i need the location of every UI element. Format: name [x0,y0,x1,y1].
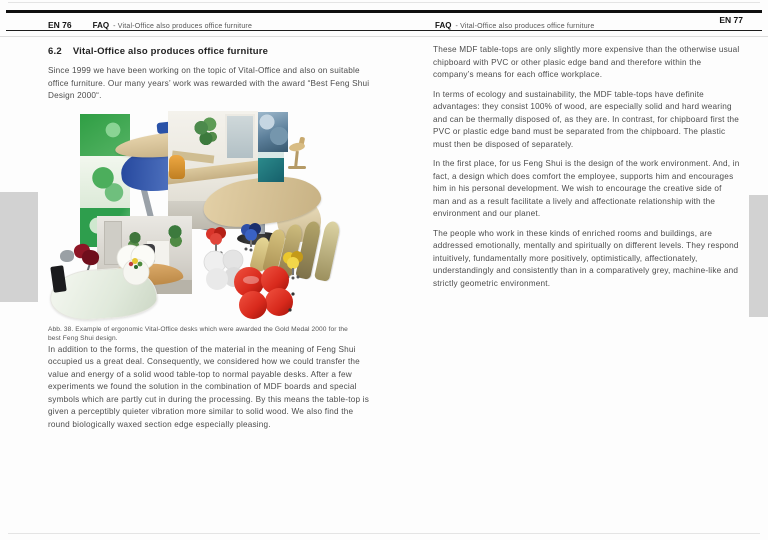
index-tab-left [0,192,38,302]
wooden-drafting-chair-cutout [285,137,311,173]
chair-back [81,248,100,266]
section-heading [48,46,370,57]
page-number-right: EN 77 [719,15,743,25]
header-section-right: FAQ [435,21,452,30]
teal-photo [258,152,284,182]
header-rule-thin [6,30,762,31]
black-monitor-object [50,265,66,293]
header-title-left: - Vital-Office also produces office furniture [113,23,253,30]
page-number-left: EN 76 [48,20,72,30]
section-heading-text: Vital-Office also produces office furniture [72,46,269,57]
small-office-photo [258,112,288,152]
chair-leg [294,150,299,166]
orange-office-chair [169,155,185,179]
right-page-column [433,44,740,297]
paragraph-people-response: The people who work in these kinds of enriched rooms and buildings, are addressed emotionally, mentally and spiritually on different levels. They respond intuitively, fundamentally more positively, optimistically, affectionately, understandingly and consistently than in a comparatively grey, machine-like and strictly geometric environment. [433,228,739,288]
header-section-left: FAQ [92,21,110,30]
section-heading-number: 6.2 [48,46,62,57]
figure-caption: Abb. 38. Example of ergonomic Vital-Office desks which were awarded the Gold Medal 2000 for the best Feng Shui design. [48,325,348,342]
furniture-collage-figure [48,110,370,322]
trefoil-flower-table [115,244,157,286]
material-paragraph: In addition to the forms, the question of the material in the meaning of Feng Shui occupied us a great deal. Consequently, we considered how we could transfer the value and energy of a solid wood table-top to normal payable desks. After a few experiments we found the solution in the combination of MDF boards and special symbols which are partly cut in during the processing. By this means the table-top is given a perceptibly quieter vibration more similar to solid wood. We also find the round biologically waxed section edge especially pleasing. [48,344,369,429]
page-bottom-edge-line [8,533,760,534]
plant [194,117,218,153]
header-rule-soft [0,36,768,37]
maroon-chair-cutout [72,242,102,272]
chair-seat [288,141,305,152]
paragraph-mdf-cost: These MDF table-tops are only slightly more expensive than the otherwise usual chipboard with PVC or other plasic edge band and therefore within the company’s means for each office workplace. [433,45,740,79]
index-tab-right [749,195,768,317]
page-top-edge-line [8,2,760,3]
paragraph-feng-shui-design: In the first place, for us Feng Shui is the design of the work environment. And, in fact, a design which does comfort the employee, supports him and encourages him in his personal development. We wish to encourage the creative side of man and as a result facilitate a lively and affectionate relationship with the environment and our planet. [433,159,740,218]
window [225,114,255,160]
left-page-column [48,42,370,438]
header-rule-thick [6,10,762,13]
chair-foot [288,166,306,169]
header-title-right: - Vital-Office also produces office furniture [455,23,595,30]
paragraph-ecology: In terms of ecology and sustainability, the MDF table-tops have definite advantages: they consist 100% of wood, are especially solid and hard wearing and can be thermally disposed of, as they are. In contrast, for chipboard first the PVC or plastic edge band must be separated from the chipboard. The plastic must then be disposed of separately. [433,89,740,149]
red-clover-table [227,264,299,320]
intro-paragraph: Since 1999 we have been working on the topic of Vital-Office and also on suitable office furniture. Our many years’ work was rewarded with the award “Best Feng Shui Design 2000“. [48,66,370,100]
